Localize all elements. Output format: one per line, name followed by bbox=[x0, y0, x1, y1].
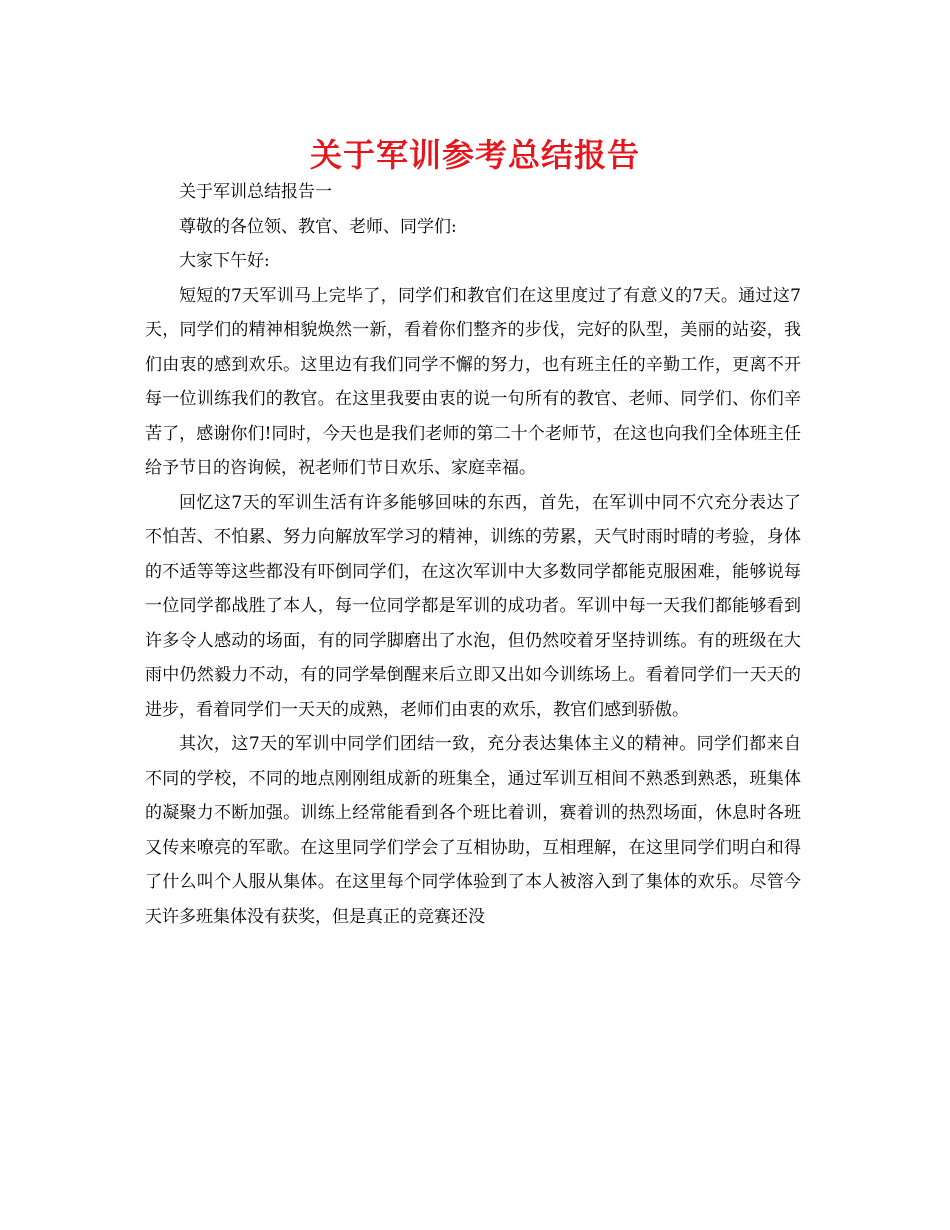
body-paragraph: 其次，这7天的军训中同学们团结一致，充分表达集体主义的精神。同学们都来自不同的学校，不同的地点刚刚组成新的班集全，通过军训互相间不熟悉到熟悉，班集体的凝聚力不断加强。训练上经常能看到各个班比着训，赛着训的热烈场面，休息时各班又传来嘹亮的军歌。在这里同学们学会了互相协助，互相理解，在这里同学们明白和得了什么叫个人服从集体。在这里每个同学体验到了本人被溶入到了集体的欢乐。尽管今天许多班集体没有获奖，但是真正的竞赛还没 bbox=[145, 734, 801, 927]
document-title: 关于军训参考总结报告 bbox=[309, 136, 640, 174]
subtitle-paragraph: 关于军训总结报告一 bbox=[179, 182, 332, 202]
body-paragraph: 回忆这7天的军训生活有许多能够回味的东西，首先，在军训中同不穴充分表达了不怕苦、不怕累、努力向解放军学习的精神，训练的劳累，天气时雨时晴的考验，身体的不适等等这些都没有吓倒同学们，在这次军训中大多数同学都能克服困难，能够说每一位同学都战胜了本人，每一位同学都是军训的成功者。军训中每一天我们都能够看到许多令人感动的场面，有的同学脚磨出了水泡，但仍然咬着牙坚持训练。有的班级在大雨中仍然毅力不动，有的同学晕倒醒来后立即又出如今训练场上。看着同学们一天天的进步，看着同学们一天天的成熟，老师们由衷的欢乐，教官们感到骄傲。 bbox=[145, 492, 801, 720]
body-paragraph: 短短的7天军训马上完毕了，同学们和教官们在这里度过了有意义的7天。通过这7天，同学们的精神相貌焕然一新，看着你们整齐的步伐，完好的队型，美丽的站姿，我们由衷的感到欢乐。这里边有我们同学不懈的努力，也有班主任的辛勤工作，更离不开每一位训练我们的教官。在这里我要由衷的说一句所有的教官、老师、同学们、你们辛苦了，感谢你们!同时，今天也是我们老师的第二十个老师节，在这也向我们全体班主任给予节日的咨询候，祝老师们节日欢乐、家庭幸福。 bbox=[145, 285, 801, 478]
greeting-paragraph: 大家下午好: bbox=[179, 251, 270, 271]
salutation-paragraph: 尊敬的各位领、教官、老师、同学们: bbox=[179, 216, 457, 237]
document-body bbox=[145, 175, 801, 934]
